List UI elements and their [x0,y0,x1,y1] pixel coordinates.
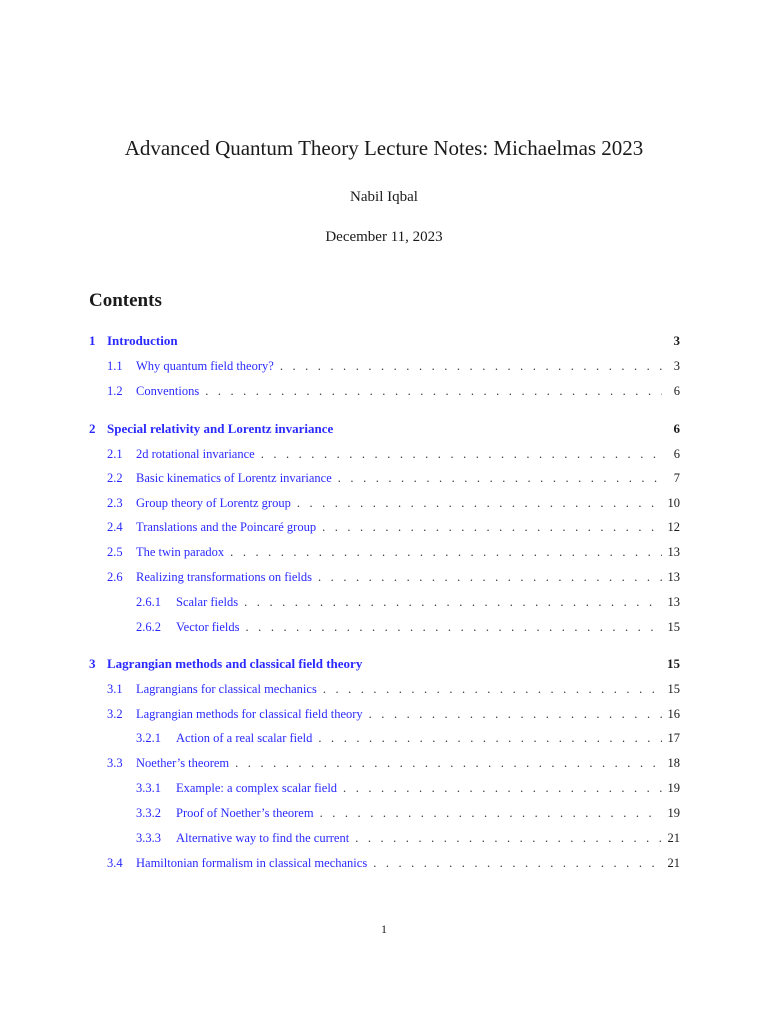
toc-label[interactable]: Introduction [107,333,178,348]
toc-page: 16 [667,707,680,721]
toc-label[interactable]: Scalar fields [176,595,239,609]
toc-page: 17 [667,731,680,745]
toc-page: 15 [667,682,680,696]
toc-number: 3.2.1 [136,731,161,745]
toc-label[interactable]: The twin paradox [136,545,225,559]
toc-number: 2 [89,421,96,436]
toc-subsection-1-2[interactable] [89,382,680,400]
toc-page: 15 [667,656,680,671]
toc-label[interactable]: Basic kinematics of Lorentz invariance [136,471,332,485]
toc-leader-dots [280,357,662,375]
toc-page: 19 [667,781,680,795]
toc-number: 1.2 [107,384,123,398]
page-number: 1 [381,922,387,936]
toc-page: 6 [673,384,680,398]
toc-label[interactable]: Realizing transformations on fields [136,570,313,584]
toc-leader-dots [318,729,662,747]
toc-number: 2.4 [107,520,123,534]
toc-number: 3.3.1 [136,781,161,795]
toc-number: 2.5 [107,545,123,559]
document-title: Advanced Quantum Theory Lecture Notes: Michaelmas 2023 [124,136,644,160]
toc-number: 3.3.2 [136,806,161,820]
toc-number: 1 [89,333,96,348]
toc-leader-dots [355,829,662,847]
toc-subsection-3-4[interactable] [89,854,680,872]
toc-page: 15 [667,620,680,634]
toc-label[interactable]: Special relativity and Lorentz invariance [107,421,334,436]
toc-leader-dots [205,382,662,400]
toc-page: 13 [667,570,680,584]
toc-subsection-2-6[interactable] [89,568,680,586]
toc-number: 3.3 [107,756,123,770]
toc-leader-dots [230,543,662,561]
toc-page: 6 [673,447,680,461]
toc-leader-dots [235,754,662,772]
toc-subsection-2-1[interactable] [89,445,680,463]
toc-subsubsection-3-3-3[interactable] [89,829,680,847]
toc-label[interactable]: Hamiltonian formalism in classical mechanics [136,856,368,870]
toc-number: 3.1 [107,682,123,696]
toc-label[interactable]: Translations and the Poincaré group [136,520,317,534]
toc-page: 3 [673,359,680,373]
toc-section-1[interactable] [89,332,680,350]
toc-leader-dots [246,618,662,636]
toc-leader-dots [373,854,662,872]
toc-number: 2.2 [107,471,123,485]
toc-leader-dots [322,518,662,536]
toc-number: 2.6.2 [136,620,161,634]
toc-section-2[interactable] [89,420,680,438]
toc-leader-dots [244,593,662,611]
toc-subsection-1-1[interactable] [89,357,680,375]
toc-subsection-2-4[interactable] [89,518,680,536]
toc-page: 7 [673,471,680,485]
toc-subsubsection-3-3-2[interactable] [89,804,680,822]
toc-label[interactable]: Alternative way to find the current [176,831,350,845]
toc-subsection-3-1[interactable] [89,680,680,698]
toc-label[interactable]: Group theory of Lorentz group [136,496,291,510]
toc-subsection-2-3[interactable] [89,494,680,512]
toc-page: 21 [667,831,680,845]
document-date: December 11, 2023 [325,229,443,245]
toc-subsection-2-5[interactable] [89,543,680,561]
toc-number: 2.6 [107,570,123,584]
toc-label[interactable]: 2d rotational invariance [136,447,255,461]
toc-label[interactable]: Action of a real scalar field [176,731,313,745]
toc-number: 1.1 [107,359,123,373]
toc-subsection-3-3[interactable] [89,754,680,772]
toc-subsubsection-3-2-1[interactable] [89,729,680,747]
author-name: Nabil Iqbal [350,189,418,205]
toc-label[interactable]: Example: a complex scalar field [176,781,338,795]
toc-page: 18 [667,756,680,770]
toc-leader-dots [323,680,662,698]
toc-label[interactable]: Conventions [136,384,200,398]
toc-label[interactable]: Lagrangian methods and classical field theory [107,656,363,671]
toc-section-3[interactable] [89,655,680,673]
toc-subsection-2-2[interactable] [89,469,680,487]
toc-leader-dots [320,804,662,822]
toc-number: 3 [89,656,96,671]
toc-leader-dots [369,705,662,723]
toc-label[interactable]: Why quantum field theory? [136,359,274,373]
toc-number: 3.3.3 [136,831,161,845]
toc-page: 13 [667,545,680,559]
toc-subsubsection-3-3-1[interactable] [89,779,680,797]
toc-leader-dots [338,469,662,487]
toc-subsubsection-2-6-2[interactable] [89,618,680,636]
toc-leader-dots [297,494,662,512]
toc-page: 13 [667,595,680,609]
toc-page: 19 [667,806,680,820]
toc-number: 3.4 [107,856,123,870]
toc-label[interactable]: Proof of Noether’s theorem [176,806,314,820]
toc-page: 10 [667,496,680,510]
contents-heading: Contents [89,290,162,311]
toc-page: 6 [673,421,680,436]
toc-number: 2.3 [107,496,123,510]
toc-page: 21 [667,856,680,870]
toc-number: 3.2 [107,707,123,721]
toc-leader-dots [318,568,662,586]
toc-subsection-3-2[interactable] [89,705,680,723]
toc-label[interactable]: Lagrangian methods for classical field theory [136,707,363,721]
toc-number: 2.6.1 [136,595,161,609]
toc-leader-dots [343,779,662,797]
toc-label[interactable]: Lagrangians for classical mechanics [136,682,317,696]
toc-page: 3 [673,333,680,348]
toc-label[interactable]: Noether’s theorem [136,756,230,770]
toc-subsubsection-2-6-1[interactable] [89,593,680,611]
toc-page: 12 [667,520,680,534]
toc-number: 2.1 [107,447,123,461]
toc-leader-dots [261,445,662,463]
toc-label[interactable]: Vector fields [176,620,240,634]
